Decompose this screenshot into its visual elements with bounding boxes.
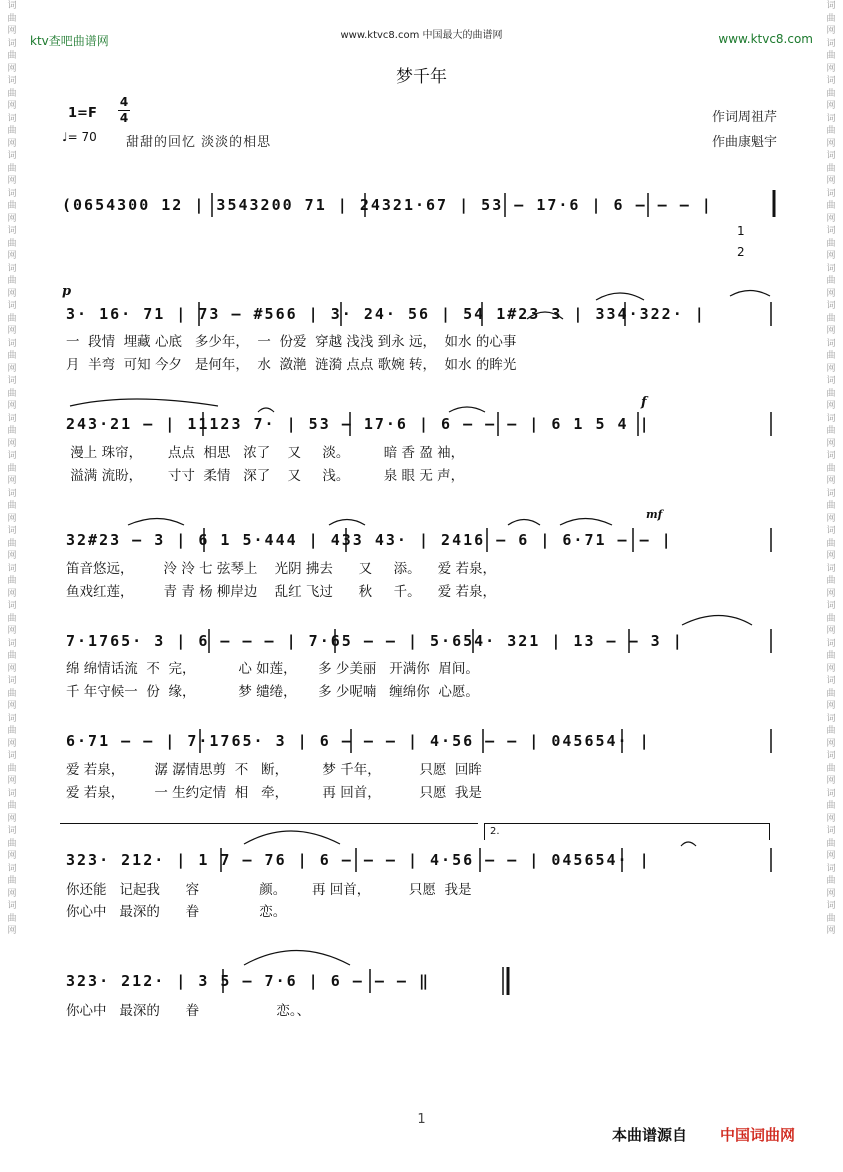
system-3-lyric-1: 漫上 珠帘， 点点 相思 浓了 又 淡。 暗 香 盈 袖， (66, 445, 465, 461)
system-6-lyric-2: 爱 若泉， 一 生约定情 相 牵， 再 回首， 只愿 我是 (66, 785, 482, 801)
system-5-lyric-2: 千 年守候一 份 缘， 梦 缱绻， 多 少呢喃 缠绵你 心愿。 (66, 684, 479, 700)
slur (70, 399, 218, 406)
left-watermark: 词 曲 网 词 曲 网 词 曲 网 词 曲 网 词 曲 网 词 曲 网 词 曲 网 词 曲 网 词 曲 网 词 曲 网 词 曲 网 词 曲 网 词 曲 网 词 曲 网 词 曲 网 词 曲 网 词 曲 网 词 曲 网 词 曲 网 词 曲 网 词 曲 网 词 曲 网 词 曲 网 词 曲 网 词 曲 网 (7, 1, 17, 936)
system-7-notes: 323· 212· | 1 7 – 76 | 6 – – – | 4·56 – – | 045654· | (66, 851, 651, 869)
slur (329, 520, 365, 526)
system-6-lyric-1: 爱 若泉， 潺 潺情思剪 不 断， 梦 千年， 只愿 回眸 (66, 762, 482, 778)
volta-2: 2 (737, 245, 745, 259)
system-6-notes: 6·71 – – | 7·1765· 3 | 6 – – – | 4·56 – – | 045654· | (66, 732, 651, 750)
right-watermark: 词 曲 网 词 曲 网 词 曲 网 词 曲 网 词 曲 网 词 曲 网 词 曲 网 词 曲 网 词 曲 网 词 曲 网 词 曲 网 词 曲 网 词 曲 网 词 曲 网 词 曲 网 词 曲 网 词 曲 网 词 曲 网 词 曲 网 词 曲 网 词 曲 网 词 曲 网 词 曲 网 词 曲 网 词 曲 网 (826, 1, 836, 936)
song-title: 梦千年 (396, 67, 447, 87)
system-4-lyric-2: 鱼戏红莲， 青 青 杨 柳岸边 乱红 飞过 秋 千。 爱 若泉， (66, 584, 497, 600)
dynamic-p: p (62, 284, 72, 299)
slur (508, 520, 540, 526)
system-3-notes: 243·21 – | 11123 7· | 53 – 17·6 | 6 – – – | 6 1 5 4 | (66, 415, 651, 433)
slur (681, 842, 696, 846)
system-2-lyric-2: 月 半弯 可知 今夕 是何年， 水 潋滟 涟漪 点点 歌婉 转， 如水 的眸光 (66, 357, 517, 373)
footer-source-site[interactable]: 中国词曲网 (720, 1126, 796, 1144)
system-1-notes: (0654300 12 | 3543200 71 | 24321·67 | 53 – 17·6 | 6 – – – | (62, 196, 713, 214)
slur (682, 616, 752, 626)
slur (560, 519, 612, 526)
header-site-left[interactable]: ktv查吧曲谱网 (30, 34, 109, 48)
system-2-notes: 3· 16· 71 | 73 – #566 | 3· 24· 56 | 54 1#23 3 | 334·322· | (66, 305, 706, 323)
system-7-lyric-1: 你还能 记起我 容 颜。 再 回首， 只愿 我是 (66, 882, 472, 898)
second-ending-label: 2. (490, 826, 500, 837)
slur (128, 519, 184, 526)
system-4-notes: 32#23 – 3 | 6 1 5·444 | 433 43· | 2416 – 6 | 6·71 – – | (66, 531, 673, 549)
slur (730, 291, 770, 297)
slur (527, 312, 563, 319)
meter-bottom: 4 (119, 111, 129, 125)
system-2-lyric-1: 一 段情 埋藏 心底 多少年， 一 份爱 穿越 浅浅 到永 远， 如水 的心事 (66, 334, 517, 350)
mood-text: 甜甜的回忆 淡淡的相思 (126, 135, 272, 150)
meter-top: 4 (119, 95, 129, 109)
page-number: 1 (417, 1112, 426, 1127)
slur (258, 408, 274, 412)
header-site-center[interactable]: www.ktvc8.com 中国最大的曲谱网 (340, 30, 503, 41)
system-4-lyric-1: 笛音悠远， 泠 泠 七 弦琴上 光阴 拂去 又 添。 爱 若泉， (66, 561, 497, 577)
volta-1: 1 (737, 224, 745, 238)
system-8-lyric-1: 你心中 最深的 眷 恋。、 (66, 1003, 311, 1019)
system-5-lyric-1: 绵 绵情话流 不 完， 心 如莲， 多 少美丽 开满你 眉间。 (66, 661, 479, 677)
dynamic-mf: mf (646, 508, 663, 521)
slur (244, 831, 340, 844)
lyricist-credit: 作词周祖芹 (711, 110, 777, 125)
header-site-right[interactable]: www.ktvc8.com (718, 32, 813, 46)
system-3-lyric-2: 溢满 流盼， 寸寸 柔情 深了 又 浅。 泉 眼 无 声， (66, 468, 465, 484)
system-7-lyric-2: 你心中 最深的 眷 恋。 (66, 904, 287, 920)
footer-source-label: 本曲谱源自 (612, 1126, 688, 1144)
system-5-notes: 7·1765· 3 | 6 – – – | 7·65 – – | 5·654· 321 | 13 – – 3 | (66, 632, 684, 650)
key-signature: 1=F (68, 106, 97, 121)
slur (596, 293, 644, 300)
composer-credit: 作曲康魁宇 (711, 135, 777, 150)
tempo-mark: ♩= 70 (62, 130, 97, 144)
system-8-notes: 323· 212· | 3 5 – 7·6 | 6 – – – ‖ (66, 972, 431, 990)
dynamic-f: f (641, 395, 647, 410)
slur (244, 951, 350, 966)
slur (449, 407, 485, 412)
